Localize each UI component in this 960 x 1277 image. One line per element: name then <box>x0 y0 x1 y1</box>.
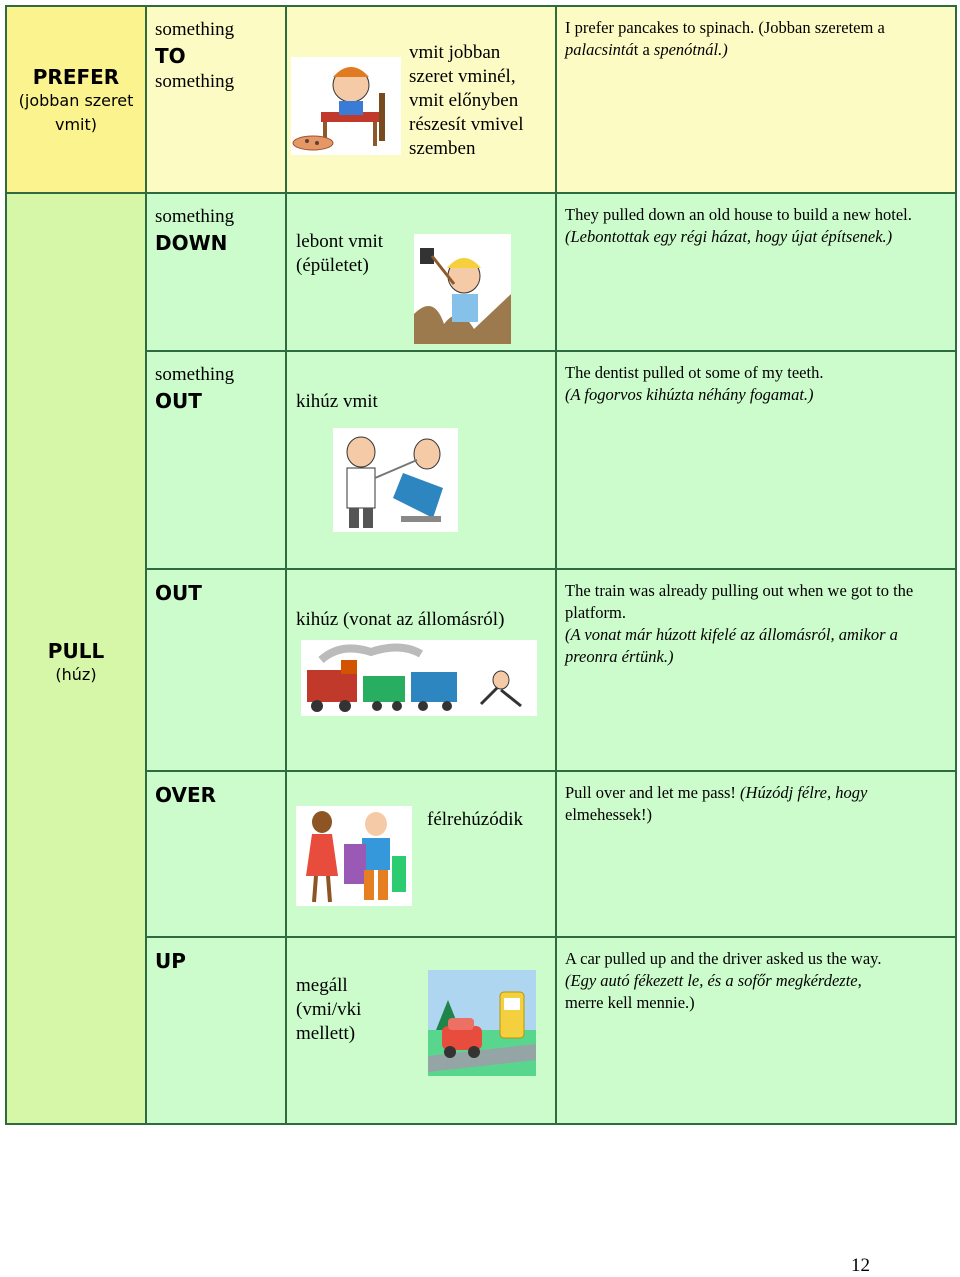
meaning-cell-out-something <box>285 350 557 570</box>
particle-keyword: OVER <box>155 783 217 807</box>
picture-demolition-worker <box>414 234 511 344</box>
meaning-line-4: részesít vmivel <box>409 114 524 135</box>
meaning-text: kihúz vmit <box>296 391 378 412</box>
example-cell-prefer <box>555 5 957 194</box>
meaning-text: kihúz (vonat az állomásról) <box>296 609 505 630</box>
verb-cell-pull <box>5 192 147 1125</box>
example-english: I prefer pancakes to spinach. (Jobban szeretem a <box>565 18 885 37</box>
particle-cell-out-train <box>145 568 287 772</box>
example-hungarian: (A vonat már húzott kifelé az állomásról, amikor a preonra értünk.) <box>565 625 898 666</box>
particle-pre: something <box>155 19 235 40</box>
example-hungarian: (Húzódj félre, hogy <box>740 783 868 802</box>
example-hungarian: (Lebontottak egy régi házat, hogy újat építsenek.) <box>565 227 893 246</box>
example-hungarian: (A fogorvos kihúzta néhány fogamat.) <box>565 385 814 404</box>
meaning-line-3: mellett) <box>296 1023 356 1044</box>
meaning-line-5: szemben <box>409 138 476 159</box>
particle-keyword: OUT <box>155 389 202 413</box>
picture-car-at-gas-pump <box>428 970 536 1076</box>
verb-prefer-gloss-1: (jobban szeret <box>18 91 134 110</box>
particle-pre: something <box>155 206 235 227</box>
particle-cell-down <box>145 192 287 352</box>
particle-post: something <box>155 71 235 92</box>
example-english: Pull over and let me pass! <box>565 783 741 802</box>
meaning-line-2: szeret vminél, <box>409 66 516 87</box>
example-cell-up <box>555 936 957 1125</box>
meaning-text: félrehúzódik <box>427 809 524 830</box>
verb-pull: PULL <box>47 639 105 663</box>
example-hungarian: (Egy autó fékezett le, és a sofőr megkérdezte, <box>565 971 862 990</box>
example-english: The train was already pulling out when we got to the platform. <box>565 581 914 622</box>
meaning-cell-prefer <box>285 5 557 194</box>
verb-cell-prefer <box>5 5 147 194</box>
meaning-line-1: lebont vmit <box>296 231 384 252</box>
verb-prefer: PREFER <box>32 65 120 89</box>
meaning-line-3: vmit előnyben <box>409 90 519 111</box>
particle-keyword: DOWN <box>155 231 228 255</box>
picture-dentist <box>333 428 458 532</box>
example-cell-down <box>555 192 957 352</box>
example-hungarian-a: palacsintá <box>565 40 634 59</box>
particle-pre: something <box>155 364 235 385</box>
meaning-cell-over <box>285 770 557 938</box>
particle-cell-over <box>145 770 287 938</box>
page-number: 12 <box>851 1255 870 1276</box>
particle-cell-up <box>145 936 287 1125</box>
verb-prefer-gloss-2: vmit) <box>54 115 97 134</box>
picture-train <box>301 640 537 716</box>
example-hungarian-c: spenótnál.) <box>653 40 728 59</box>
example-english-2: elmehessek!) <box>565 805 653 824</box>
particle-keyword: TO <box>155 44 186 68</box>
meaning-line-1: vmit jobban <box>409 42 501 63</box>
particle-keyword: UP <box>155 949 186 973</box>
particle-cell-out-something <box>145 350 287 570</box>
example-cell-out-something <box>555 350 957 570</box>
particle-keyword: OUT <box>155 581 202 605</box>
meaning-line-1: megáll <box>296 975 348 996</box>
particle-cell-prefer <box>145 5 287 194</box>
example-cell-over <box>555 770 957 938</box>
example-english: They pulled down an old house to build a new hotel. <box>565 205 912 224</box>
example-hungarian-b: t a <box>633 40 654 59</box>
meaning-cell-out-train <box>285 568 557 772</box>
meaning-cell-down <box>285 192 557 352</box>
example-english: A car pulled up and the driver asked us the way. <box>565 949 882 968</box>
example-english: The dentist pulled ot some of my teeth. <box>565 363 824 382</box>
meaning-cell-up <box>285 936 557 1125</box>
example-cell-out-train <box>555 568 957 772</box>
picture-people-stepping-aside <box>296 806 412 906</box>
picture-pancake-boy <box>291 57 401 155</box>
verb-pull-gloss: (húz) <box>55 665 97 684</box>
phrasal-verb-table <box>5 5 957 1125</box>
example-english-2: merre kell mennie.) <box>565 993 695 1012</box>
meaning-line-2: (épületet) <box>296 255 369 276</box>
meaning-line-2: (vmi/vki <box>296 999 362 1020</box>
